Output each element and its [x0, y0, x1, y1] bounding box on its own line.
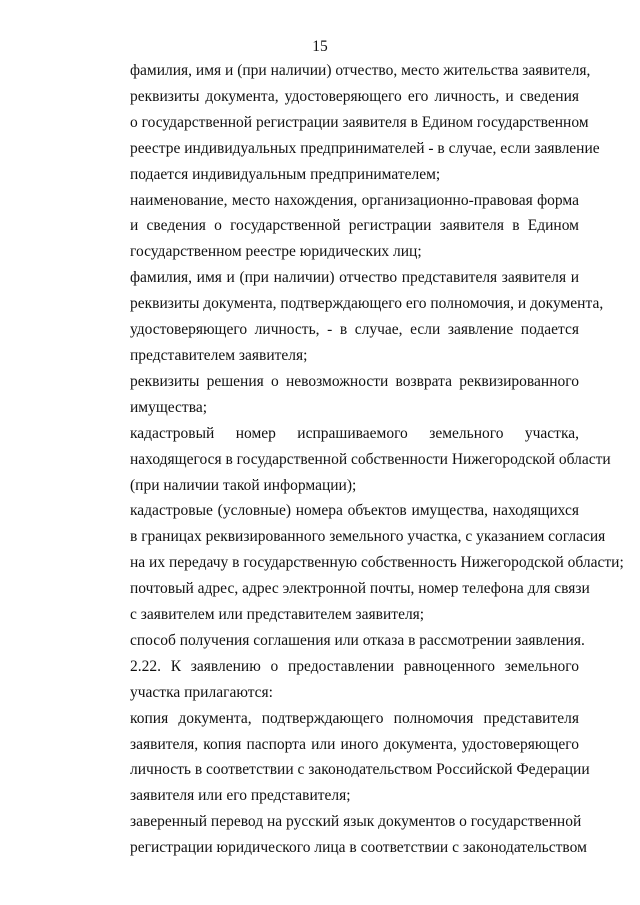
text-line: подается индивидуальным предпринимателем; — [130, 165, 441, 183]
text-line: кадастровые (условные) номера объектов имущества, находящихся — [130, 502, 579, 520]
text-line: почтовый адрес, адрес электронной почты, номер телефона для связи — [130, 580, 590, 598]
text-line: фамилия, имя и (при наличии) отчество представителя заявителя и — [130, 269, 579, 287]
paragraph-cadastral-property-numbers — [91, 498, 624, 576]
paragraph-applicant-individual-entrepreneur — [91, 58, 600, 188]
text-line: регистрации юридического лица в соответствии с законодательством — [130, 839, 587, 857]
text-line: способ получения соглашения или отказа в рассмотрении заявления. — [130, 631, 585, 649]
text-line: участка прилагаются: — [130, 683, 273, 701]
text-line: (при наличии такой информации); — [130, 476, 357, 494]
text-line: заверенный перевод на русский язык документов о государственной — [130, 813, 582, 831]
text-line: удостоверяющего личность, - в случае, если заявление подается — [130, 321, 579, 339]
paragraph-requisition-decision — [91, 369, 579, 421]
text-line: реквизиты решения о невозможности возврата реквизированного — [130, 372, 579, 390]
text-line: представителем заявителя; — [130, 346, 308, 364]
text-line: копия документа, подтверждающего полномочия представителя — [130, 709, 579, 727]
paragraph-contact-details — [91, 576, 590, 628]
paragraph-section-2-22 — [91, 654, 579, 706]
text-line: реквизиты документа, подтверждающего его полномочия, и документа, — [130, 295, 604, 313]
paragraph-receipt-method — [91, 628, 585, 654]
text-line: на их передачу в государственную собственность Нижегородской области; — [130, 554, 624, 572]
paragraph-applicant-legal-entity — [91, 188, 579, 266]
paragraph-certified-translation — [91, 809, 587, 861]
text-line: кадастровый номер испрашиваемого земельного участка, — [130, 424, 579, 442]
document-body — [91, 58, 624, 861]
paragraph-cadastral-number — [91, 421, 611, 499]
text-line: реестре индивидуальных предпринимателей - в случае, если заявление — [130, 139, 600, 157]
page-number: 15 — [312, 38, 328, 55]
text-line: заявителя или его представителя; — [130, 787, 351, 805]
text-line: заявителя, копия паспорта или иного документа, удостоверяющего — [130, 735, 579, 753]
text-line: о государственной регистрации заявителя в Едином государственном — [130, 113, 589, 131]
paragraph-applicant-representative — [91, 265, 604, 369]
text-line: и сведения о государственной регистрации заявителя в Едином — [130, 217, 579, 235]
text-line: фамилия, имя и (при наличии) отчество, место жительства заявителя, — [130, 62, 591, 79]
text-line: в границах реквизированного земельного участка, с указанием согласия — [130, 528, 606, 546]
text-line: 2.22. К заявлению о предоставлении равноценного земельного — [130, 657, 579, 675]
text-line: личность в соответствии с законодательством Российской Федерации — [130, 761, 590, 779]
paragraph-document-copies — [91, 706, 590, 810]
text-line: находящегося в государственной собственности Нижегородской области — [130, 450, 611, 468]
text-line: реквизиты документа, удостоверяющего его личность, и сведения — [130, 87, 579, 105]
text-line: с заявителем или представителем заявителя; — [130, 606, 425, 624]
text-line: имущества; — [130, 398, 208, 416]
text-line: государственном реестре юридических лиц; — [130, 243, 422, 261]
text-line: наименование, место нахождения, организационно-правовая форма — [130, 191, 579, 209]
